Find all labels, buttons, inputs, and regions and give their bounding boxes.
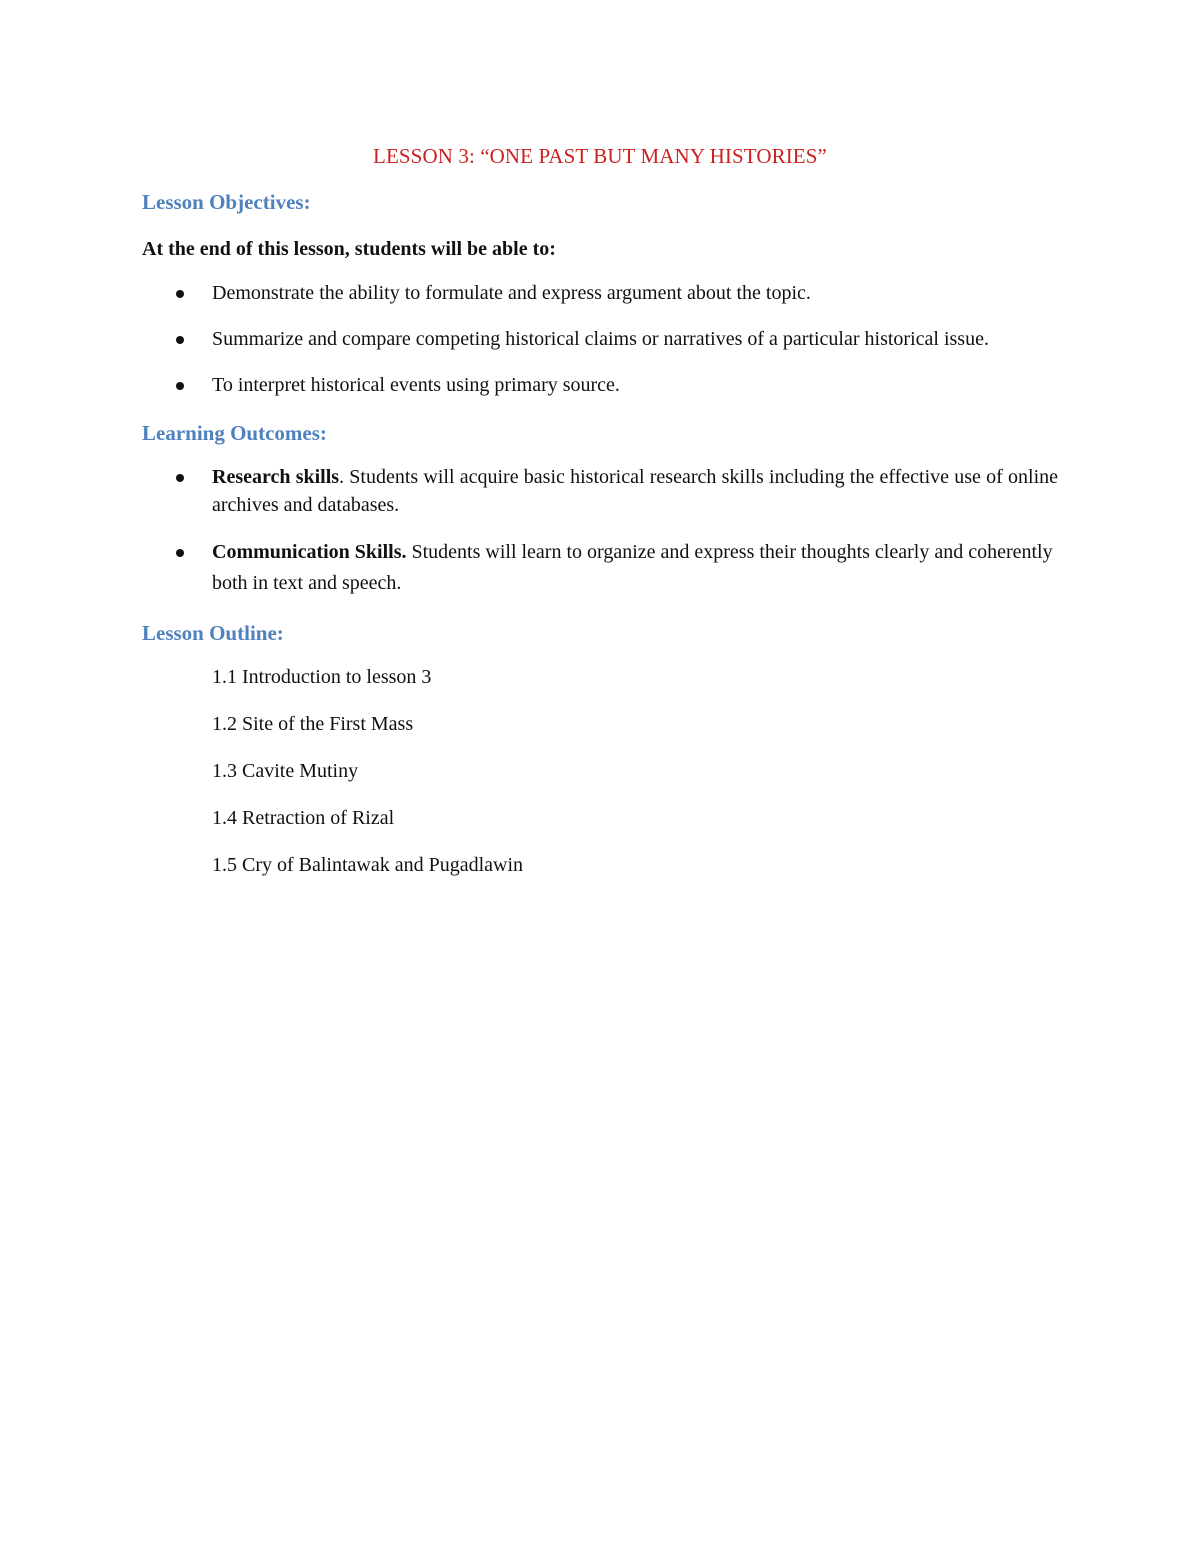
- outline-heading: Lesson Outline:: [142, 621, 284, 645]
- list-item: 1.1 Introduction to lesson 3: [212, 666, 432, 688]
- list-item: [142, 537, 1058, 599]
- bullet-icon: [176, 290, 184, 298]
- outcome-text: . Students will acquire basic historical research skills including the effective use of online archives and databases.: [212, 466, 1059, 516]
- lesson-title: LESSON 3: “ONE PAST BUT MANY HISTORIES”: [373, 144, 827, 168]
- outcome-text: Students will learn to organize and express their thoughts clearly and coherently both in text and speech.: [212, 541, 1053, 594]
- objectives-intro: At the end of this lesson, students will be able to:: [142, 238, 556, 260]
- document-content: [142, 140, 1058, 898]
- outcomes-list: [142, 463, 1058, 599]
- objective-text: To interpret historical events using primary source.: [212, 374, 620, 396]
- objectives-heading: Lesson Objectives:: [142, 190, 311, 214]
- bullet-icon: [176, 549, 184, 557]
- list-item: [142, 279, 1058, 307]
- outcome-lead: Communication Skills.: [212, 541, 407, 563]
- outcomes-heading: Learning Outcomes:: [142, 421, 327, 445]
- list-item: [142, 325, 1058, 353]
- outline-list: [142, 663, 1058, 879]
- objective-text: Demonstrate the ability to formulate and express argument about the topic.: [212, 282, 811, 304]
- list-item: 1.2 Site of the First Mass: [212, 713, 414, 735]
- list-item: [142, 463, 1058, 519]
- bullet-icon: [176, 474, 184, 482]
- list-item: 1.4 Retraction of Rizal: [212, 807, 395, 829]
- bullet-icon: [176, 336, 184, 344]
- bullet-icon: [176, 382, 184, 390]
- list-item: 1.5 Cry of Balintawak and Pugadlawin: [212, 854, 524, 876]
- list-item: [142, 371, 1058, 399]
- objectives-list: [142, 279, 1058, 399]
- outcome-lead: Research skills: [212, 466, 340, 488]
- list-item: 1.3 Cavite Mutiny: [212, 760, 359, 782]
- objective-text: Summarize and compare competing historical claims or narratives of a particular historical issue.: [212, 328, 989, 350]
